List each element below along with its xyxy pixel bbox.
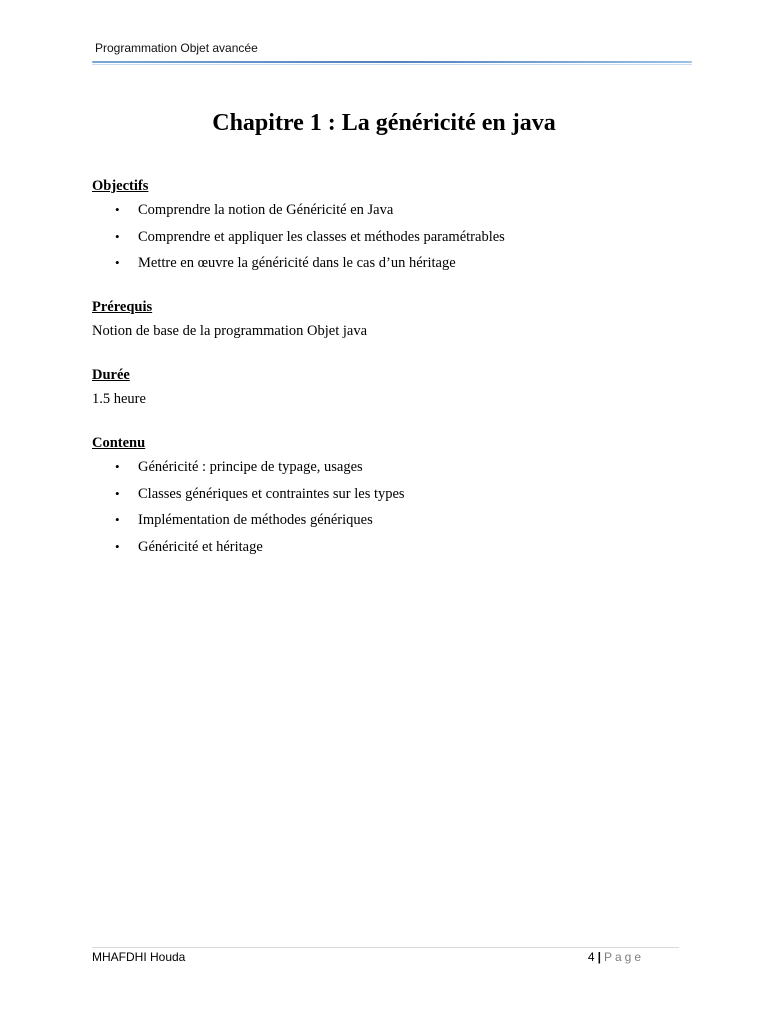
list-item <box>92 484 692 504</box>
section-heading-objectifs: Objectifs <box>92 178 149 194</box>
list-item-text: Généricité et héritage <box>138 538 263 555</box>
document-body <box>92 176 692 581</box>
list-item <box>92 537 692 557</box>
bullet-icon: • <box>115 228 120 244</box>
bullet-icon: • <box>115 202 120 217</box>
list-item-text: Classes génériques et contraintes sur les types <box>138 485 405 502</box>
section-heading-contenu: Contenu <box>92 435 146 451</box>
list-item <box>92 253 692 273</box>
page-number: 4 <box>587 950 595 964</box>
list-item-text: Généricité : principe de typage, usages <box>138 459 363 475</box>
list-item-text: Comprendre et appliquer les classes et méthodes paramétrables <box>138 228 505 245</box>
header-rule-shadow <box>92 64 692 65</box>
list-item <box>92 227 692 247</box>
running-header-title: Programmation Objet avancée <box>95 41 258 55</box>
list-item <box>92 510 692 530</box>
list-item <box>92 200 692 220</box>
contenu-list <box>92 457 692 557</box>
list-item-text: Implémentation de méthodes génériques <box>138 512 373 528</box>
page-separator: | <box>597 950 601 964</box>
prerequis-text: Notion de base de la programmation Objet java <box>92 323 368 339</box>
footer-page-indicator <box>588 950 644 964</box>
bullet-icon: • <box>115 538 120 554</box>
section-contenu <box>92 433 692 557</box>
bullet-icon: • <box>115 255 120 270</box>
footer-author: MHAFDHI Houda <box>92 950 186 964</box>
section-duree <box>92 365 692 409</box>
header-rule <box>92 61 692 63</box>
duree-text: 1.5 heure <box>92 391 146 407</box>
chapter-title: Chapitre 1 : La généricité en java <box>212 110 556 136</box>
bullet-icon: • <box>115 485 120 501</box>
list-item-text: Comprendre la notion de Généricité en Java <box>138 202 394 218</box>
objectifs-list <box>92 200 692 273</box>
page-label: Page <box>603 950 644 964</box>
section-heading-duree: Durée <box>92 367 130 383</box>
bullet-icon: • <box>115 459 120 474</box>
list-item-text: Mettre en œuvre la généricité dans le cas d’un héritage <box>138 255 456 271</box>
list-item <box>92 457 692 477</box>
section-objectifs <box>92 176 692 273</box>
bullet-icon: • <box>115 512 120 527</box>
section-prerequis <box>92 297 692 341</box>
section-heading-prerequis: Prérequis <box>92 299 153 315</box>
footer-rule <box>92 947 679 948</box>
